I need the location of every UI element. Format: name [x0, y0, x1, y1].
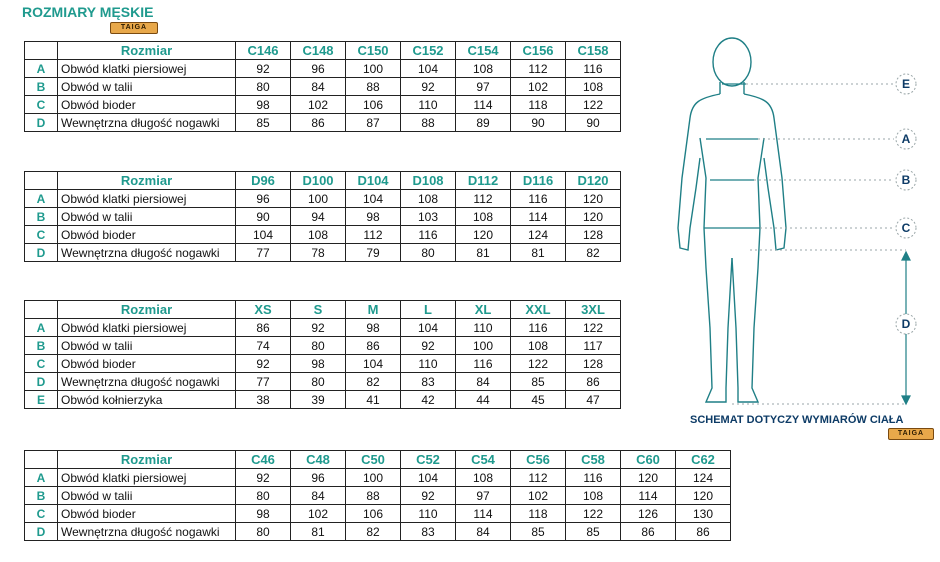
- measurement-value: 88: [346, 487, 401, 505]
- measurement-value: 38: [236, 391, 291, 409]
- measurement-value: 78: [291, 244, 346, 262]
- measurement-code: A: [25, 60, 58, 78]
- measurement-value: 120: [566, 208, 621, 226]
- size-column-header: M: [346, 301, 401, 319]
- measurement-value: 45: [511, 391, 566, 409]
- size-column-header: S: [291, 301, 346, 319]
- measurement-code: C: [25, 96, 58, 114]
- table-row: [25, 244, 621, 262]
- measurement-value: 112: [511, 469, 566, 487]
- measurement-value: 112: [346, 226, 401, 244]
- size-column-header: C56: [511, 451, 566, 469]
- measurement-value: 86: [236, 319, 291, 337]
- marker-a: [896, 129, 916, 149]
- size-table-c146: [24, 41, 621, 132]
- measurement-value: 108: [456, 60, 511, 78]
- measurement-value: 110: [401, 505, 456, 523]
- table-row: [25, 190, 621, 208]
- measurement-value: 86: [346, 337, 401, 355]
- measurement-value: 128: [566, 226, 621, 244]
- measurement-value: 86: [676, 523, 731, 541]
- size-column-header: C148: [291, 42, 346, 60]
- table-row: [25, 319, 621, 337]
- measurement-name: Obwód bioder: [58, 505, 236, 523]
- measurement-value: 102: [511, 487, 566, 505]
- measurement-name: Wewnętrzna długość nogawki: [58, 244, 236, 262]
- measurement-code: B: [25, 78, 58, 96]
- measurement-value: 87: [346, 114, 401, 132]
- measurement-value: 116: [566, 469, 621, 487]
- measurement-name: Obwód klatki piersiowej: [58, 60, 236, 78]
- measurement-name: Obwód bioder: [58, 355, 236, 373]
- measurement-value: 39: [291, 391, 346, 409]
- brand-logo-small: TAIGA: [888, 428, 934, 440]
- header-blank-cell: [25, 172, 58, 190]
- measurement-code: C: [25, 505, 58, 523]
- size-column-header: XXL: [511, 301, 566, 319]
- table-header-row: [25, 172, 621, 190]
- measurement-value: 117: [566, 337, 621, 355]
- measurement-value: 128: [566, 355, 621, 373]
- size-column-header: D112: [456, 172, 511, 190]
- measurement-value: 104: [401, 469, 456, 487]
- size-column-header: D120: [566, 172, 621, 190]
- measurement-value: 92: [291, 319, 346, 337]
- measurement-code: A: [25, 190, 58, 208]
- measurement-value: 108: [566, 78, 621, 96]
- marker-label: D: [901, 317, 911, 331]
- measurement-value: 100: [456, 337, 511, 355]
- table-row: [25, 114, 621, 132]
- marker-e: [896, 74, 916, 94]
- measurement-value: 100: [346, 60, 401, 78]
- table-row: [25, 391, 621, 409]
- size-column-header: 3XL: [566, 301, 621, 319]
- measurement-value: 90: [236, 208, 291, 226]
- measurement-value: 88: [346, 78, 401, 96]
- measurement-value: 100: [291, 190, 346, 208]
- size-column-header: C154: [456, 42, 511, 60]
- measurement-value: 110: [401, 355, 456, 373]
- size-column-header: C150: [346, 42, 401, 60]
- measurement-value: 118: [511, 505, 566, 523]
- header-blank-cell: [25, 42, 58, 60]
- marker-label: B: [901, 173, 911, 187]
- measurement-value: 116: [511, 190, 566, 208]
- measurement-value: 112: [511, 60, 566, 78]
- measurement-code: D: [25, 373, 58, 391]
- size-column-header: C50: [346, 451, 401, 469]
- measurement-value: 82: [346, 373, 401, 391]
- measurement-value: 114: [621, 487, 676, 505]
- table-row: [25, 469, 731, 487]
- measurement-value: 108: [456, 469, 511, 487]
- measurement-code: B: [25, 337, 58, 355]
- measurement-code: D: [25, 244, 58, 262]
- measurement-value: 42: [401, 391, 456, 409]
- size-column-header: C46: [236, 451, 291, 469]
- header-blank-cell: [25, 301, 58, 319]
- measurement-value: 92: [401, 487, 456, 505]
- measurement-value: 96: [236, 190, 291, 208]
- size-column-header: C158: [566, 42, 621, 60]
- measurement-value: 124: [511, 226, 566, 244]
- measurement-value: 114: [456, 505, 511, 523]
- measurement-value: 122: [566, 96, 621, 114]
- measurement-value: 126: [621, 505, 676, 523]
- measurement-value: 116: [401, 226, 456, 244]
- measurement-name: Obwód klatki piersiowej: [58, 469, 236, 487]
- size-column-header: C60: [621, 451, 676, 469]
- measurement-value: 77: [236, 244, 291, 262]
- measurement-value: 80: [291, 373, 346, 391]
- measurement-value: 98: [236, 505, 291, 523]
- figure-caption: SCHEMAT DOTYCZY WYMIARÓW CIAŁA: [690, 414, 904, 426]
- table-row: [25, 78, 621, 96]
- measurement-value: 84: [456, 523, 511, 541]
- size-column-header: C156: [511, 42, 566, 60]
- size-column-header: C146: [236, 42, 291, 60]
- measurement-value: 97: [456, 78, 511, 96]
- measurement-value: 112: [456, 190, 511, 208]
- measurement-code: C: [25, 355, 58, 373]
- measurement-value: 81: [511, 244, 566, 262]
- size-column-header: XL: [456, 301, 511, 319]
- table-row: [25, 96, 621, 114]
- marker-d: [896, 314, 916, 334]
- size-column-header: D104: [346, 172, 401, 190]
- measurement-name: Obwód kołnierzyka: [58, 391, 236, 409]
- measurement-code: A: [25, 469, 58, 487]
- measurement-lines: [704, 84, 910, 404]
- table-row: [25, 60, 621, 78]
- measurement-code: D: [25, 523, 58, 541]
- measurement-value: 118: [511, 96, 566, 114]
- measurement-value: 104: [401, 319, 456, 337]
- measurement-value: 81: [456, 244, 511, 262]
- measurement-value: 44: [456, 391, 511, 409]
- table-header-row: [25, 42, 621, 60]
- measurement-value: 120: [676, 487, 731, 505]
- marker-c: [896, 218, 916, 238]
- table-row: [25, 337, 621, 355]
- measurement-value: 98: [236, 96, 291, 114]
- measurement-value: 86: [566, 373, 621, 391]
- measurement-value: 108: [401, 190, 456, 208]
- measurement-value: 116: [511, 319, 566, 337]
- measurement-value: 122: [566, 505, 621, 523]
- size-table-xs: [24, 300, 621, 409]
- measurement-value: 41: [346, 391, 401, 409]
- measurement-value: 74: [236, 337, 291, 355]
- measurement-name: Obwód w talii: [58, 78, 236, 96]
- measurement-value: 79: [346, 244, 401, 262]
- measurement-value: 98: [346, 319, 401, 337]
- table-row: [25, 355, 621, 373]
- size-header-label: Rozmiar: [58, 42, 236, 60]
- measurement-value: 104: [346, 355, 401, 373]
- measurement-code: E: [25, 391, 58, 409]
- measurement-name: Obwód bioder: [58, 226, 236, 244]
- measurement-name: Obwód klatki piersiowej: [58, 319, 236, 337]
- measurement-value: 89: [456, 114, 511, 132]
- size-column-header: C48: [291, 451, 346, 469]
- measurement-value: 108: [511, 337, 566, 355]
- measurement-value: 80: [236, 487, 291, 505]
- measurement-code: B: [25, 487, 58, 505]
- marker-label: C: [901, 221, 911, 235]
- measurement-value: 92: [236, 60, 291, 78]
- measurement-value: 92: [401, 337, 456, 355]
- measurement-value: 104: [346, 190, 401, 208]
- measurement-code: D: [25, 114, 58, 132]
- table-row: [25, 373, 621, 391]
- size-column-header: D100: [291, 172, 346, 190]
- measurement-value: 90: [566, 114, 621, 132]
- measurement-value: 85: [511, 373, 566, 391]
- measurement-name: Wewnętrzna długość nogawki: [58, 114, 236, 132]
- measurement-code: B: [25, 208, 58, 226]
- guide-lines: [732, 84, 906, 404]
- size-table-c46: [24, 450, 731, 541]
- size-column-header: D108: [401, 172, 456, 190]
- measurement-value: 96: [291, 60, 346, 78]
- measurement-value: 108: [456, 208, 511, 226]
- measurement-value: 85: [511, 523, 566, 541]
- measurement-code: C: [25, 226, 58, 244]
- measurement-value: 116: [566, 60, 621, 78]
- table-row: [25, 226, 621, 244]
- measurement-name: Wewnętrzna długość nogawki: [58, 373, 236, 391]
- measurement-value: 97: [456, 487, 511, 505]
- measurement-value: 130: [676, 505, 731, 523]
- size-column-header: C54: [456, 451, 511, 469]
- measurement-value: 85: [566, 523, 621, 541]
- measurement-value: 83: [401, 523, 456, 541]
- measurement-value: 84: [291, 487, 346, 505]
- measurement-value: 122: [511, 355, 566, 373]
- measurement-name: Obwód klatki piersiowej: [58, 190, 236, 208]
- measurement-value: 88: [401, 114, 456, 132]
- measurement-value: 86: [291, 114, 346, 132]
- measurement-value: 124: [676, 469, 731, 487]
- table-row: [25, 208, 621, 226]
- measurement-value: 110: [401, 96, 456, 114]
- measurement-value: 85: [236, 114, 291, 132]
- brand-logo: TAIGA: [110, 22, 158, 34]
- measurement-value: 116: [456, 355, 511, 373]
- measurement-value: 120: [566, 190, 621, 208]
- measurement-value: 80: [236, 78, 291, 96]
- measurement-value: 80: [236, 523, 291, 541]
- measurement-value: 92: [236, 469, 291, 487]
- marker-label: E: [901, 77, 911, 91]
- measurement-value: 110: [456, 319, 511, 337]
- measurement-value: 103: [401, 208, 456, 226]
- measurement-value: 120: [621, 469, 676, 487]
- size-header-label: Rozmiar: [58, 451, 236, 469]
- measurement-value: 100: [346, 469, 401, 487]
- measurement-value: 92: [401, 78, 456, 96]
- size-column-header: C52: [401, 451, 456, 469]
- marker-b: [896, 170, 916, 190]
- table-row: [25, 487, 731, 505]
- table-header-row: [25, 451, 731, 469]
- table-row: [25, 505, 731, 523]
- size-column-header: D116: [511, 172, 566, 190]
- measurement-value: 114: [456, 96, 511, 114]
- measurement-value: 92: [236, 355, 291, 373]
- measurement-value: 98: [291, 355, 346, 373]
- measurement-value: 82: [346, 523, 401, 541]
- measurement-value: 102: [291, 96, 346, 114]
- body-measurement-figure: [660, 28, 940, 418]
- page-title: ROZMIARY MĘSKIE: [22, 4, 154, 20]
- measurement-value: 80: [401, 244, 456, 262]
- measurement-name: Wewnętrzna długość nogawki: [58, 523, 236, 541]
- measurement-value: 81: [291, 523, 346, 541]
- measurement-value: 104: [401, 60, 456, 78]
- table-row: [25, 523, 731, 541]
- size-table-d96: [24, 171, 621, 262]
- measurement-value: 82: [566, 244, 621, 262]
- measurement-value: 47: [566, 391, 621, 409]
- measurement-code: A: [25, 319, 58, 337]
- measurement-name: Obwód w talii: [58, 208, 236, 226]
- measurement-value: 106: [346, 505, 401, 523]
- measurement-value: 98: [346, 208, 401, 226]
- measurement-value: 108: [291, 226, 346, 244]
- header-blank-cell: [25, 451, 58, 469]
- marker-label: A: [901, 132, 911, 146]
- measurement-name: Obwód w talii: [58, 337, 236, 355]
- size-column-header: XS: [236, 301, 291, 319]
- measurement-value: 94: [291, 208, 346, 226]
- table-header-row: [25, 301, 621, 319]
- size-column-header: C58: [566, 451, 621, 469]
- measurement-value: 77: [236, 373, 291, 391]
- measurement-value: 83: [401, 373, 456, 391]
- measurement-name: Obwód bioder: [58, 96, 236, 114]
- measurement-value: 120: [456, 226, 511, 244]
- measurement-value: 90: [511, 114, 566, 132]
- measurement-value: 108: [566, 487, 621, 505]
- size-column-header: D96: [236, 172, 291, 190]
- size-header-label: Rozmiar: [58, 172, 236, 190]
- size-column-header: C152: [401, 42, 456, 60]
- measurement-value: 102: [511, 78, 566, 96]
- measurement-value: 84: [456, 373, 511, 391]
- size-column-header: C62: [676, 451, 731, 469]
- measurement-value: 80: [291, 337, 346, 355]
- measurement-value: 106: [346, 96, 401, 114]
- measurement-value: 114: [511, 208, 566, 226]
- measurement-value: 122: [566, 319, 621, 337]
- measurement-value: 102: [291, 505, 346, 523]
- measurement-name: Obwód w talii: [58, 487, 236, 505]
- size-column-header: L: [401, 301, 456, 319]
- measurement-value: 86: [621, 523, 676, 541]
- measurement-value: 96: [291, 469, 346, 487]
- measurement-value: 84: [291, 78, 346, 96]
- size-header-label: Rozmiar: [58, 301, 236, 319]
- body-outline: [678, 38, 786, 402]
- measurement-value: 104: [236, 226, 291, 244]
